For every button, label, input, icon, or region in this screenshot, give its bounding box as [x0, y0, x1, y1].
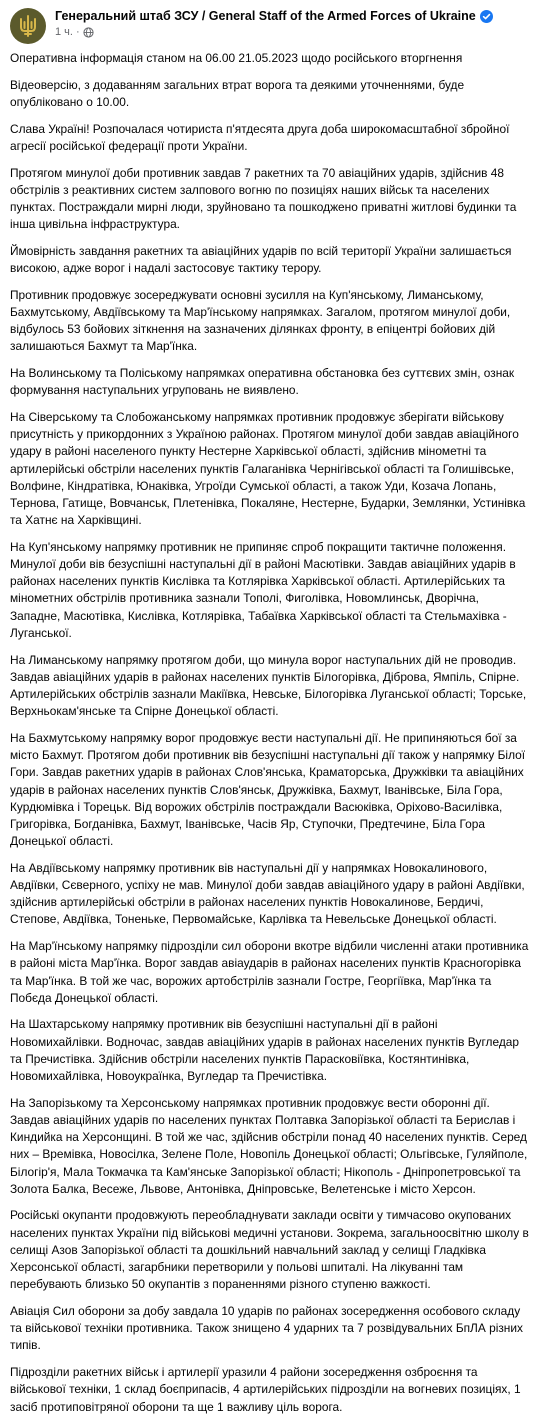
post-paragraph: На Сіверському та Слобожанському напрямках противник продовжує зберігати військову присутність у прикордонних з Україною районах. Протягом минулої доби завдав авіаційного удару в районі населеного пункту Нестерне Харківської області, здійснив мінометні та артилерійські обстріли населених пунктів Галаганівка Чернігівської області та Голишівське, Волфине, Кіндратівка, Юнаківка, Угроїди Сумської області, а також Уди, Козача Лопань, Тернова, Гатище, Вовчанськ, Плетенівка, Покаляне, Нестерне, Бударки, Землянки, Устинівка та Хатнє на Харківщині. [10, 409, 526, 528]
post-paragraph: Відеоверсію, з додаванням загальних втрат ворога та деякими уточненнями, буде опубліковано о 10.00. [10, 77, 465, 109]
post-paragraph: Російські окупанти продовжують переобладнувати заклади освіти у тимчасово окупованих населених пунктах України під військові медичні установи. Зокрема, загальноосвітню школу в селищі Азов Запорізької області та дошкільний навчальний заклад у селищі Гладківка Херсонської області, загарбники перетворили у польові шпиталі. На лікуванні там перебувають близько 50 окупантів з пораненнями різного ступеню важкості. [10, 1208, 529, 1292]
post-paragraph: На Волинському та Поліському напрямках оперативна обстановка без суттєвих змін, ознак формування наступальних угруповань не виявлено. [10, 366, 515, 398]
post-paragraph: Підрозділи ракетних військ і артилерії уразили 4 райони зосередження озброєння та військової техніки, 1 склад боєприпасів, 4 артилерійських підрозділи на вогневих позиціях, 1 засіб протиповітряної оборони та ще 1 важливу ціль ворога. [10, 1365, 521, 1414]
post-body [10, 50, 530, 1416]
meta-separator: · [75, 26, 80, 38]
post-paragraph: На Запорізькому та Херсонському напрямках противник продовжує вести оборонні дії. Завдав авіаційних ударів по населених пунктах Полтавка Запорізької області та Берислав і Киндийка на Херсонщині. В той же час, здійснив обстріли понад 40 населених пунктів. Серед них – Времівка, Новосілка, Зелене Поле, Новопіль Донецької області; Ольгівське, Гуляйполе, Білогір'я, Мала Токмачка та Кам'янське Запорізької області; Нікополь - Дніпропетровської та Золота Балка, Весеже, Львове, Антонівка, Дніпровське, Велетенське і місто Херсон. [10, 1095, 528, 1196]
verified-badge-icon [480, 10, 493, 23]
post-paragraph: Протягом минулої доби противник завдав 7 ракетних та 70 авіаційних ударів, здійснив 48 обстрілів з реактивних систем залпового вогню по позиціях наших військ та населених пунктах. Постраждали мирні люди, зруйновано та пошкоджено приватні житлові будинки та інша цивільна інфраструктура. [10, 165, 517, 232]
post-paragraph: Ймовірність завдання ракетних та авіаційних ударів по всій території України залишається високою, адже ворог і надалі застосовує тактику терору. [10, 243, 512, 276]
post-meta [55, 26, 493, 38]
post-paragraph: На Мар'їнському напрямку підрозділи сил оборони вкотре відбили численні атаки противника в районі міста Мар'їнка. Ворог завдав авіаударів в районах населених пунктів Красногорівка та Мар'їнка. В той же час, ворожих артобстрілів зазнали Гостре, Георгіївка, Мар'їнка та Побєда Донецької області. [10, 939, 529, 1005]
post-paragraph: На Лиманському напрямку протягом доби, що минула ворог наступальних дій не проводив. Завдав авіаційних ударів в районах населених пунктів Білогорівка, Діброва, Ямпіль, Спірне. Артилерійських обстрілів зазнали Макіївка, Невське, Білогорівка Луганської області; Торське, Верхньокам'янське та Спірне Донецької області. [10, 652, 527, 719]
trident-emblem-icon [18, 15, 38, 37]
post-paragraph: На Куп'янському напрямку противник не припиняє спроб покращити тактичне положення. Минулої доби вів безуспішні наступальні дії в районі Масютівки. Завдав авіаційних ударів в районах населених пунктів Кислівка та Котлярівка Харківської області. Артилерійських та мінометних обстрілів противника зазнали Тополі, Фиголівка, Новомлинськ, Дворічна, Западне, Масютівка, Кислівка, Котлярівка, Табаївка Харківської області та Стельмахівка - Луганської. [10, 539, 516, 640]
post-timestamp[interactable]: 1 ч. [55, 26, 73, 38]
post-paragraph: На Шахтарському напрямку противник вів безуспішні наступальні дії в районі Новомихайлівки. Водночас, завдав авіаційних ударів в районах населених пунктів Вугледар та Пречистівка. Здійснив обстріли населених пунктів Парасковіївка, Костянтинівка, Новомихайлівка, Новоукраїнка, Вугледар та Пречистівка. [10, 1017, 520, 1084]
post-paragraph: На Авдіївському напрямку противник вів наступальні дії у напрямках Новокалинового, Авдіївки, Сєверного, успіху не мав. Минулої доби завдав авіаційного удару в районі Авдіївки, здійснив артилерійські обстріли в районах населених пунктів Новокалинове, Бердичі, Степове, Авдіївка, Тоненьке, Первомайське, Карлівка та Невельське Донецької області. [10, 860, 525, 927]
page-name[interactable]: Генеральний штаб ЗСУ / General Staff of the Armed Forces of Ukraine [55, 9, 476, 23]
post-paragraph: Слава Україні! Розпочалася чотириста п'ятдесята друга доба широкомасштабної збройної агресії російської федерації проти України. [10, 121, 510, 153]
post-header [10, 8, 530, 48]
post-paragraph: На Бахмутському напрямку ворог продовжує вести наступальні дії. Не припиняються бої за місто Бахмут. Протягом доби противник вів безуспішні наступальні дії також у напрямку Білої Гори. Завдав ракетних ударів в районах Слов'янська, Краматорська, Дружківки та авіаційних ударів в районах населених пунктів Слов'янськ, Дружківка, Бахмут, Іванівське, Біла Гора, Курдюмівка і Торецьк. Від ворожих обстрілів постраждали Васюківка, Оріхово-Василівка, Григорівка, Богданівка, Бахмут, Іванівське, Часів Яр, Ступочки, Предтечине, Біла Гора Донецької області. [10, 730, 526, 849]
post-paragraph: Авіація Сил оборони за добу завдала 10 ударів по районах зосередження особового складу та військової техніки противника. Також знищено 4 ударних та 7 розвідувальних БпЛА різних типів. [10, 1304, 523, 1353]
page-avatar[interactable] [10, 8, 46, 44]
globe-icon[interactable] [83, 27, 94, 38]
post-paragraph: Оперативна інформація станом на 06.00 21.05.2023 щодо російського вторгнення [10, 51, 463, 65]
post-paragraph: Противник продовжує зосереджувати основні зусилля на Куп'янському, Лиманському, Бахмутському, Авдіївському та Мар'їнському напрямках. Загалом, протягом минулої доби, відбулось 53 бойових зіткнення на зазначених ділянках фронту, в епіцентрі бойових дій залишаються Бахмут та Мар'їнка. [10, 287, 511, 354]
